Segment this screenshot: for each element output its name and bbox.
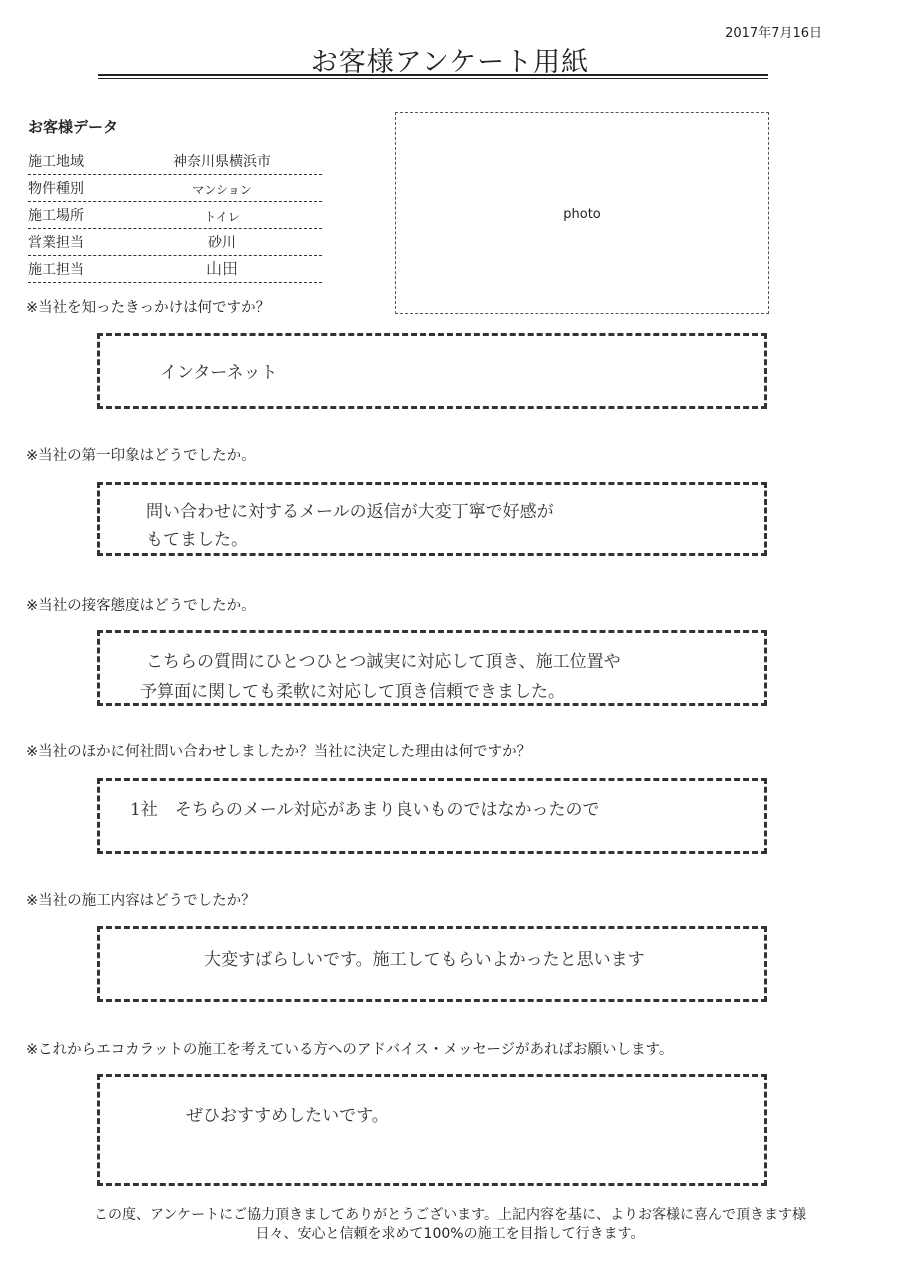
data-value: 神奈川県横浜市 bbox=[173, 154, 271, 170]
answer-1-line-1: インターネット bbox=[160, 363, 278, 383]
question-4: ※当社のほかに何社問い合わせしましたか？当社に決定した理由は何ですか？ bbox=[26, 744, 532, 760]
data-value: トイレ bbox=[204, 210, 240, 224]
footer-line-1: この度、アンケートにご協力頂きましてありがとうございます。上記内容を基に、よりお客様に喜んで頂きます様 bbox=[93, 1207, 807, 1223]
footer-line-2: 日々、安心と信頼を求めて100%の施工を目指して行きます。 bbox=[255, 1226, 645, 1242]
data-row-installer bbox=[28, 256, 322, 283]
answer-6-line-1: ぜひおすすめしたいです。 bbox=[186, 1106, 389, 1126]
data-label: 施工地域 bbox=[28, 154, 84, 170]
data-label: 施工担当 bbox=[28, 262, 84, 278]
question-5: ※当社の施工内容はどうでしたか？ bbox=[26, 893, 256, 909]
data-value: マンション bbox=[192, 183, 252, 197]
question-3: ※当社の接客態度はどうでしたか。 bbox=[26, 598, 256, 614]
page-title: お客様アンケート用紙 bbox=[310, 47, 590, 78]
answer-box-5 bbox=[97, 926, 767, 1002]
answer-3-line-2: 予算面に関しても柔軟に対応して頂き信頼できました。 bbox=[140, 682, 565, 702]
answer-5-line-1: 大変すばらしいです。施工してもらいよかったと思います bbox=[204, 950, 645, 970]
photo-placeholder bbox=[395, 112, 769, 314]
answer-2-line-1: 問い合わせに対するメールの返信が大変丁寧で好感が bbox=[146, 502, 554, 522]
customer-data-table bbox=[28, 148, 322, 283]
answer-box-3 bbox=[97, 630, 767, 706]
answer-3-line-1: こちらの質問にひとつひとつ誠実に対応して頂き、施工位置や bbox=[146, 652, 621, 672]
data-value: 砂川 bbox=[208, 235, 236, 251]
customer-data-heading: お客様データ bbox=[28, 118, 119, 136]
data-row-property-type bbox=[28, 175, 322, 202]
question-6: ※これからエコカラットの施工を考えている方へのアドバイス・メッセージがあればお願いします。 bbox=[26, 1042, 674, 1058]
data-row-location bbox=[28, 202, 322, 229]
answer-box-4 bbox=[97, 778, 767, 854]
title-underline bbox=[98, 74, 768, 76]
answer-4-line-1: 1社 そちらのメール対応があまり良いものではなかったので bbox=[130, 800, 600, 820]
data-row-area bbox=[28, 148, 322, 175]
answer-box-6 bbox=[97, 1074, 767, 1186]
title-underline-thin bbox=[98, 78, 768, 79]
footer-message bbox=[0, 1206, 900, 1244]
question-1: ※当社を知ったきっかけは何ですか？ bbox=[26, 300, 271, 316]
data-label: 物件種別 bbox=[28, 181, 84, 197]
data-label: 営業担当 bbox=[28, 235, 84, 251]
photo-label: photo bbox=[563, 207, 601, 222]
survey-date: 2017年7月16日 bbox=[725, 26, 822, 41]
data-row-sales-rep bbox=[28, 229, 322, 256]
answer-box-2 bbox=[97, 482, 767, 556]
data-label: 施工場所 bbox=[28, 208, 84, 224]
answer-2-line-2: もてました。 bbox=[146, 530, 248, 550]
question-2: ※当社の第一印象はどうでしたか。 bbox=[26, 448, 256, 464]
answer-box-1 bbox=[97, 333, 767, 409]
data-value-handwritten: 山田 bbox=[205, 259, 238, 278]
